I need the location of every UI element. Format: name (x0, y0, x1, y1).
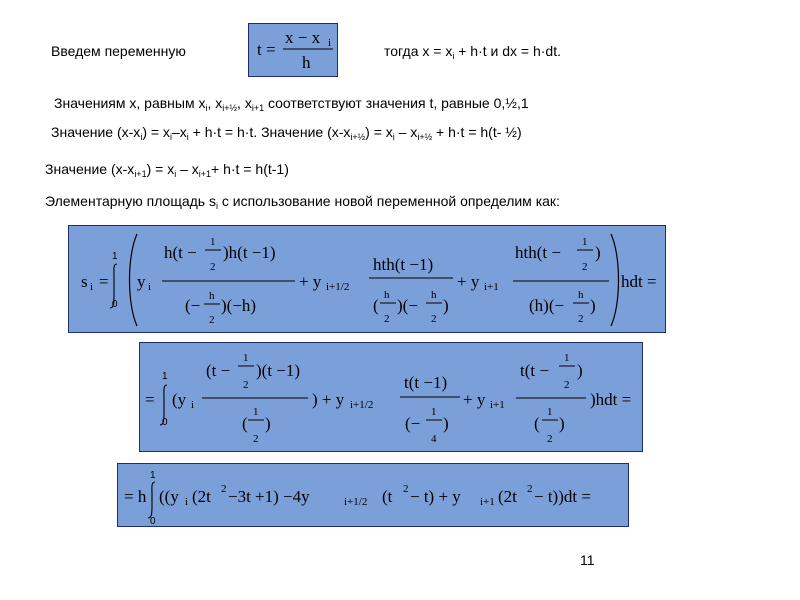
page-number: 11 (580, 552, 595, 568)
svg-text:((y: ((y (159, 487, 179, 506)
svg-text:t =: t = (257, 40, 276, 59)
svg-text:): ) (559, 414, 565, 433)
svg-text:i: i (185, 496, 189, 508)
svg-text:) + y: ) + y (312, 390, 345, 409)
svg-text:(h)(−: (h)(− (529, 296, 565, 315)
svg-text:2: 2 (209, 314, 215, 326)
svg-text:t(t −1): t(t −1) (404, 373, 448, 392)
difference-line-1: Значение $(x-x_i) = x_i-x_i + h\cdot t = h\cdot t$. Значение $(x-x_{i+\frac{1}{2}}) = x_i - x_{i+\frac{1}{2}} + h\cdot t = h(t-$ ½) (51, 124, 522, 142)
difference-line-2: Значение $(x-x_{i+1}) = x_i - x_{i+1}+ h\cdot t = h(t-1)$ (45, 161, 289, 179)
svg-text:h: h (209, 290, 215, 302)
svg-text:h: h (384, 289, 390, 301)
svg-text:): ) (443, 296, 449, 315)
svg-text:0: 0 (162, 417, 168, 428)
svg-text:2: 2 (431, 313, 437, 325)
intro-text: Введем переменную (51, 43, 186, 59)
svg-text:(: ( (242, 414, 248, 433)
svg-text:)(t −1): )(t −1) (256, 361, 301, 380)
svg-text:2: 2 (253, 433, 259, 445)
svg-text:2: 2 (578, 313, 584, 325)
svg-text:2: 2 (384, 313, 390, 325)
svg-text:)hdt =: )hdt = (590, 390, 632, 409)
svg-text:(t: (t (382, 487, 393, 506)
svg-text:(−: (− (405, 414, 421, 433)
svg-text:2: 2 (221, 483, 227, 495)
svg-text:i: i (191, 399, 195, 411)
svg-text:): ) (265, 414, 271, 433)
svg-text:= h: = h (124, 487, 147, 506)
svg-text:2: 2 (243, 379, 249, 391)
svg-text:h(t −: h(t − (164, 243, 197, 262)
svg-text:1: 1 (150, 470, 156, 481)
area-formula-2 (139, 342, 643, 452)
svg-text:t(t −: t(t − (520, 361, 549, 380)
svg-text:i+1: i+1 (484, 281, 499, 293)
svg-text:i: i (90, 281, 94, 293)
svg-text:)(−: )(− (397, 296, 418, 315)
svg-text:(−: (− (185, 296, 201, 315)
svg-text:1: 1 (547, 406, 553, 418)
svg-text:2: 2 (582, 261, 588, 273)
svg-text:2: 2 (403, 483, 409, 495)
svg-text:1: 1 (564, 352, 570, 364)
svg-text:2: 2 (210, 261, 216, 273)
svg-text:1: 1 (431, 406, 437, 418)
svg-text:hth(t −: hth(t − (515, 243, 561, 262)
svg-text:1: 1 (210, 236, 216, 248)
svg-text:2: 2 (527, 483, 533, 495)
substitution-text: тогда $x = x_i + h\cdot t$ и dx = h·dt. (384, 43, 561, 61)
svg-text:0: 0 (150, 516, 156, 526)
svg-text:1: 1 (162, 371, 168, 382)
svg-text:)(−h): )(−h) (221, 296, 257, 315)
svg-text:i: i (148, 281, 152, 293)
svg-text:i: i (328, 37, 332, 49)
svg-text:(: ( (534, 414, 540, 433)
svg-text:y: y (137, 272, 146, 291)
svg-text:x − x: x − x (285, 28, 321, 47)
svg-text:i+1: i+1 (490, 399, 505, 411)
svg-text:i+1/2: i+1/2 (350, 399, 374, 411)
svg-text:i+1/2: i+1/2 (326, 281, 350, 293)
svg-text:− t))dt =: − t))dt = (534, 487, 591, 506)
svg-text:− t) + y: − t) + y (410, 487, 461, 506)
values-line: Значениям x, равным $x_i$, $x_{i+\frac{1}{2}}$, $x_{i+1}$ соответствуют значения t, равные 0,½,1 (54, 95, 529, 113)
svg-text:h: h (302, 53, 311, 72)
svg-text:hdt =: hdt = (621, 272, 657, 291)
svg-text:2: 2 (547, 433, 553, 445)
area-formula-1 (68, 225, 666, 333)
svg-text:(: ( (373, 296, 379, 315)
svg-text:): ) (595, 243, 601, 262)
svg-text:)h(t −1): )h(t −1) (223, 243, 276, 262)
svg-text:(y: (y (172, 390, 187, 409)
area-definition-text: Элементарную площадь $s_i$ с использование новой переменной определим как: (45, 193, 560, 211)
svg-text:hth(t −1): hth(t −1) (373, 255, 434, 274)
svg-text:0: 0 (112, 299, 118, 310)
svg-text:+ y: + y (299, 272, 322, 291)
svg-text:1: 1 (582, 236, 588, 248)
variable-definition-formula (248, 23, 338, 77)
svg-text:(2t: (2t (498, 487, 517, 506)
svg-text:s: s (81, 272, 88, 291)
svg-text:h: h (578, 289, 584, 301)
svg-text:): ) (443, 414, 449, 433)
svg-text:h: h (431, 289, 437, 301)
area-formula-3 (117, 463, 629, 527)
svg-text:i+1: i+1 (480, 496, 495, 508)
svg-text:): ) (577, 361, 583, 380)
svg-text:1: 1 (112, 251, 118, 262)
svg-text:): ) (590, 296, 596, 315)
svg-text:(2t: (2t (192, 487, 211, 506)
svg-text:+ y: + y (457, 272, 480, 291)
svg-text:(t −: (t − (206, 361, 231, 380)
svg-text:4: 4 (431, 433, 437, 445)
svg-text:+ y: + y (463, 390, 486, 409)
svg-text:=: = (99, 272, 109, 291)
svg-text:i+1/2: i+1/2 (344, 496, 368, 508)
svg-text:−3t +1) −4y: −3t +1) −4y (228, 487, 310, 506)
svg-text:=: = (145, 390, 155, 409)
svg-text:1: 1 (243, 352, 249, 364)
svg-text:1: 1 (253, 406, 259, 418)
svg-text:2: 2 (564, 379, 570, 391)
